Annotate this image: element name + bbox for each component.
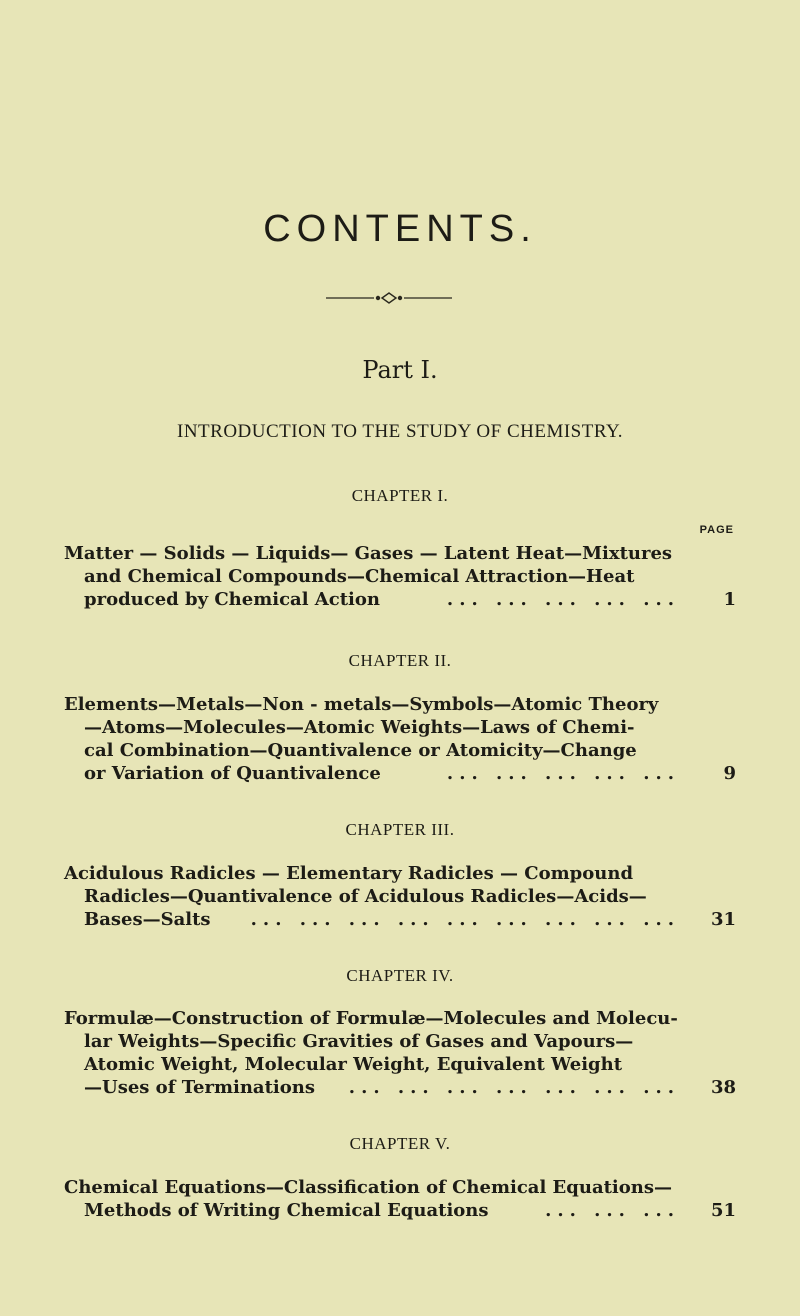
contents-heading: CONTENTS. xyxy=(263,208,537,250)
part-title: Part I. xyxy=(362,356,438,384)
entry-line: Atomic Weight, Molecular Weight, Equivalent Weight xyxy=(84,1054,623,1075)
chapter-heading: CHAPTER IV. xyxy=(346,966,454,985)
ornament-divider-icon xyxy=(326,292,452,304)
chapter-entry xyxy=(64,1176,736,1222)
entry-line: Chemical Equations—Classification of Chemical Equations— xyxy=(64,1177,672,1198)
entry-line: —Atoms—Molecules—Atomic Weights—Laws of Chemi- xyxy=(84,717,635,738)
entry-line: Radicles—Quantivalence of Acidulous Radicles—Acids— xyxy=(84,886,647,907)
leader-dots: ... ... ... xyxy=(545,1200,680,1221)
leader-dots: ... ... ... ... ... ... ... ... ... xyxy=(250,909,680,930)
entry-line: Elements—Metals—Non - metals—Symbols—Atomic Theory xyxy=(64,694,659,715)
entry-line: —Uses of Terminations xyxy=(84,1077,315,1098)
entry-line: produced by Chemical Action xyxy=(84,589,380,610)
entry-line: or Variation of Quantivalence xyxy=(84,763,381,784)
chapter-heading: CHAPTER V. xyxy=(349,1134,451,1153)
entry-line: Bases—Salts xyxy=(84,909,211,930)
page-number: 51 xyxy=(710,1200,736,1221)
chapter-heading: CHAPTER III. xyxy=(345,820,455,839)
chapter-heading: CHAPTER II. xyxy=(348,651,452,670)
leader-dots: ... ... ... ... ... xyxy=(446,589,680,610)
entry-line: and Chemical Compounds—Chemical Attraction—Heat xyxy=(84,566,635,587)
entry-line: cal Combination—Quantivalence or Atomicity—Change xyxy=(84,740,637,761)
chapter-entry xyxy=(64,693,736,785)
entry-line: Methods of Writing Chemical Equations xyxy=(84,1200,489,1221)
page-number: 31 xyxy=(710,909,736,930)
page-number: 9 xyxy=(723,763,736,784)
entry-line: lar Weights—Specific Gravities of Gases and Vapours— xyxy=(84,1031,634,1052)
chapter-entry xyxy=(64,862,736,931)
page-column-label: PAGE xyxy=(699,524,734,536)
entry-line: Matter — Solids — Liquids— Gases — Latent Heat—Mixtures xyxy=(64,543,673,564)
chapter-heading: CHAPTER I. xyxy=(351,486,449,505)
page-number: 38 xyxy=(710,1077,736,1098)
leader-dots: ... ... ... ... ... xyxy=(446,763,680,784)
entry-line: Formulæ—Construction of Formulæ—Molecules and Molecu- xyxy=(64,1008,678,1029)
leader-dots: ... ... ... ... ... ... ... xyxy=(348,1077,680,1098)
chapter-entry xyxy=(64,542,736,611)
entry-line: Acidulous Radicles — Elementary Radicles — Compound xyxy=(64,863,634,884)
page-number: 1 xyxy=(723,589,736,610)
subject-heading: INTRODUCTION TO THE STUDY OF CHEMISTRY. xyxy=(177,421,623,442)
chapter-entry xyxy=(64,1007,736,1099)
